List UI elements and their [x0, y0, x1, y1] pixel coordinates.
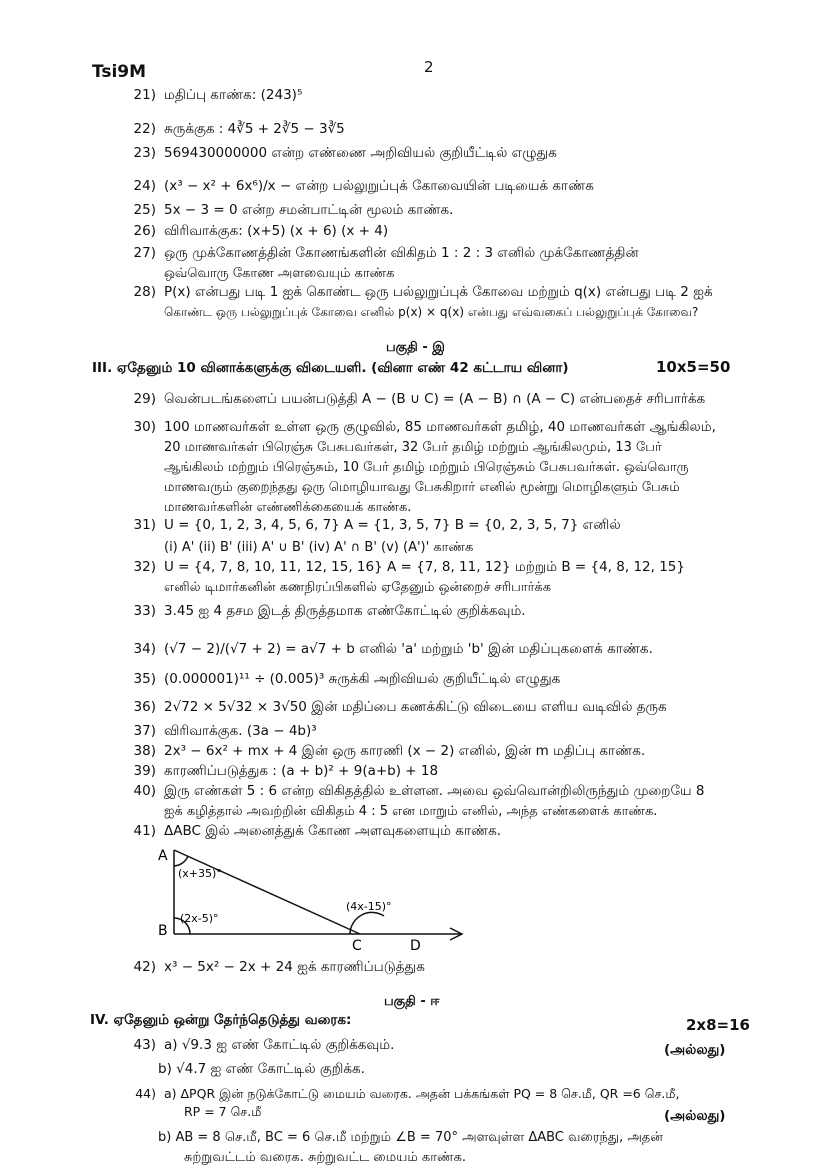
or-label-43: (அல்லது): [664, 1042, 726, 1058]
question-36: 36) 2√72 × 5√32 × 3√50 இன் மதிப்பை கணக்கிட்டு விடையை எளிய வடிவில் தருக: [133, 699, 667, 715]
exterior-angle-arc: [350, 912, 384, 934]
section-3-marks: 10x5=50: [656, 358, 731, 376]
question-30-cont-1: 20 மாணவர்கள் பிரெஞ்சு பேசுபவர்கள், 32 பேர் தமிழ் மற்றும் ஆங்கிலமும், 13 பேர்: [164, 440, 662, 455]
question-22: 22) சுருக்குக : 4∛5 + 2∛5 − 3∛5: [133, 121, 345, 137]
question-29: 29) வென்படங்களைப் பயன்படுத்தி A − (B ∪ C) = (A − B) ∩ (A − C) என்பதைச் சரிபார்க்க: [133, 391, 706, 407]
question-44a-cont: RP = 7 செ.மீ: [184, 1104, 262, 1119]
vertex-a-label: A: [158, 848, 168, 864]
question-44b: b) AB = 8 செ.மீ, BC = 6 செ.மீ மற்றும் ∠B = 70° அளவுள்ள ΔABC வரைந்து, அதன்: [158, 1130, 663, 1145]
paper-code: Tsi9M: [92, 62, 147, 82]
question-21: 21) மதிப்பு காண்க: (243)⁵: [133, 87, 303, 103]
question-30-cont-4: மாணவர்களின் எண்ணிக்கையைக் காண்க.: [164, 500, 412, 515]
question-30-cont-2: ஆங்கிலம் மற்றும் பிரெஞ்சும், 10 பேர் தமிழ் மற்றும் பிரெஞ்சும் பேசுபவர்கள். ஒவ்வொரு: [164, 460, 689, 475]
page-number: 2: [424, 58, 434, 76]
arrow-head: [450, 928, 462, 940]
part-title-3: பகுதி - இ: [386, 340, 445, 355]
question-33: 33) 3.45 ஐ 4 தசம இடத் திருத்தமாக எண்கோட்டில் குறிக்கவும்.: [133, 603, 526, 619]
question-30: 30) 100 மாணவர்கள் உள்ள ஒரு குழுவில், 85 மாணவர்கள் தமிழ், 40 மாணவர்கள் ஆங்கிலம்,: [133, 419, 716, 435]
section-4-marks: 2x8=16: [686, 1016, 750, 1034]
question-24: 24) (x³ − x² + 6x⁶)/x − என்ற பல்லுறுப்புக் கோவையின் படியைக் காண்க: [133, 178, 594, 194]
question-34: 34) (√7 − 2)/(√7 + 2) = a√7 + b எனில் 'a' மற்றும் 'b' இன் மதிப்புகளைக் காண்க.: [133, 641, 653, 657]
angle-b-arc: [174, 918, 190, 934]
question-44b-cont: சுற்றுவட்டம் வரைக. சுற்றுவட்ட மையம் காண்க.: [184, 1150, 467, 1165]
question-27-cont: ஒவ்வொரு கோண அளவையும் காண்க: [164, 266, 395, 281]
section-4-heading: IV. ஏதேனும் ஒன்று தேர்ந்தெடுத்து வரைக:: [90, 1012, 352, 1028]
question-25: 25) 5x − 3 = 0 என்ற சமன்பாட்டின் மூலம் காண்க.: [133, 202, 454, 218]
question-43b: b) √4.7 ஐ எண் கோட்டில் குறிக்க.: [158, 1061, 365, 1077]
question-32: 32) U = {4, 7, 8, 10, 11, 12, 15, 16} A = {7, 8, 11, 12} மற்றும் B = {4, 8, 12, 15}: [133, 559, 685, 575]
question-28: 28) P(x) என்பது படி 1 ஐக் கொண்ட ஒரு பல்லுறுப்புக் கோவை மற்றும் q(x) என்பது படி 2 ஐக்: [133, 284, 713, 300]
angle-a-arc: [174, 856, 188, 866]
question-26: 26) விரிவாக்குக: (x+5) (x + 6) (x + 4): [133, 223, 389, 239]
question-38: 38) 2x³ − 6x² + mx + 4 இன் ஒரு காரணி (x − 2) எனில், இன் m மதிப்பு காண்க.: [133, 743, 646, 759]
or-label-44: (அல்லது): [664, 1108, 726, 1124]
side-ac: [174, 850, 360, 934]
question-40-cont: ஐக் கழித்தால் அவற்றின் விகிதம் 4 : 5 என மாறும் எனில், அந்த எண்களைக் காண்க.: [164, 804, 658, 819]
question-40: 40) இரு எண்கள் 5 : 6 என்ற விகிதத்தில் உள்ளன. அவை ஒவ்வொன்றிலிருந்தும் முறையே 8: [133, 783, 705, 799]
question-44a: 44) a) ΔPQR இன் நடுக்கோட்டு மையம் வரைக. அதன் பக்கங்கள் PQ = 8 செ.மீ, QR =6 செ.மீ,: [135, 1086, 680, 1101]
exterior-angle-label: (4x-15)°: [346, 900, 392, 913]
question-41: 41) ΔABC இல் அனைத்துக் கோண அளவுகளையும் காண்க.: [133, 823, 502, 839]
angle-b-label: (2x-5)°: [180, 912, 219, 925]
question-35: 35) (0.000001)¹¹ ÷ (0.005)³ சுருக்கி அறிவியல் குறியீட்டில் எழுதுக: [133, 671, 561, 687]
question-27: 27) ஒரு முக்கோணத்தின் கோணங்களின் விகிதம் 1 : 2 : 3 எனில் முக்கோணத்தின்: [133, 245, 639, 261]
vertex-b-label: B: [158, 923, 168, 939]
angle-a-label: (x+35)°: [178, 867, 222, 880]
question-30-cont-3: மாணவரும் குறைந்தது ஒரு மொழியாவது பேசுகிறார் எனில் மூன்று மொழிகளும் பேசும்: [164, 480, 680, 495]
part-title-4: பகுதி - ஈ: [384, 994, 440, 1009]
question-43a: 43) a) √9.3 ஐ எண் கோட்டில் குறிக்கவும்.: [133, 1037, 395, 1053]
question-23: 23) 569430000000 என்ற எண்ணை அறிவியல் குறியீட்டில் எழுதுக: [133, 145, 557, 161]
question-31: 31) U = {0, 1, 2, 3, 4, 5, 6, 7} A = {1, 3, 5, 7} B = {0, 2, 3, 5, 7} எனில்: [133, 517, 621, 533]
question-31-cont: (i) A' (ii) B' (iii) A' ∪ B' (iv) A' ∩ B' (v) (A')' காண்க: [164, 540, 474, 555]
point-d-label: D: [410, 938, 421, 954]
question-39: 39) காரணிப்படுத்துக : (a + b)² + 9(a+b) + 18: [133, 763, 439, 779]
question-32-cont: எனில் டிமார்கனின் கணநிரப்பிகளில் ஏதேனும் ஒன்றைச் சரிபார்க்க: [164, 580, 552, 595]
question-28-cont: கொண்ட ஒரு பல்லுறுப்புக் கோவை எனில் p(x) × q(x) என்பது எவ்வகைப் பல்லுறுப்புக் கோவை?: [164, 305, 699, 319]
section-3-heading: III. ஏதேனும் 10 வினாக்களுக்கு விடையளி. (வினா எண் 42 கட்டாய வினா): [92, 360, 569, 376]
question-42: 42) x³ − 5x² − 2x + 24 ஐக் காரணிப்படுத்துக: [133, 959, 425, 975]
vertex-c-label: C: [352, 938, 362, 954]
question-37: 37) விரிவாக்குக. (3a − 4b)³: [133, 723, 317, 739]
